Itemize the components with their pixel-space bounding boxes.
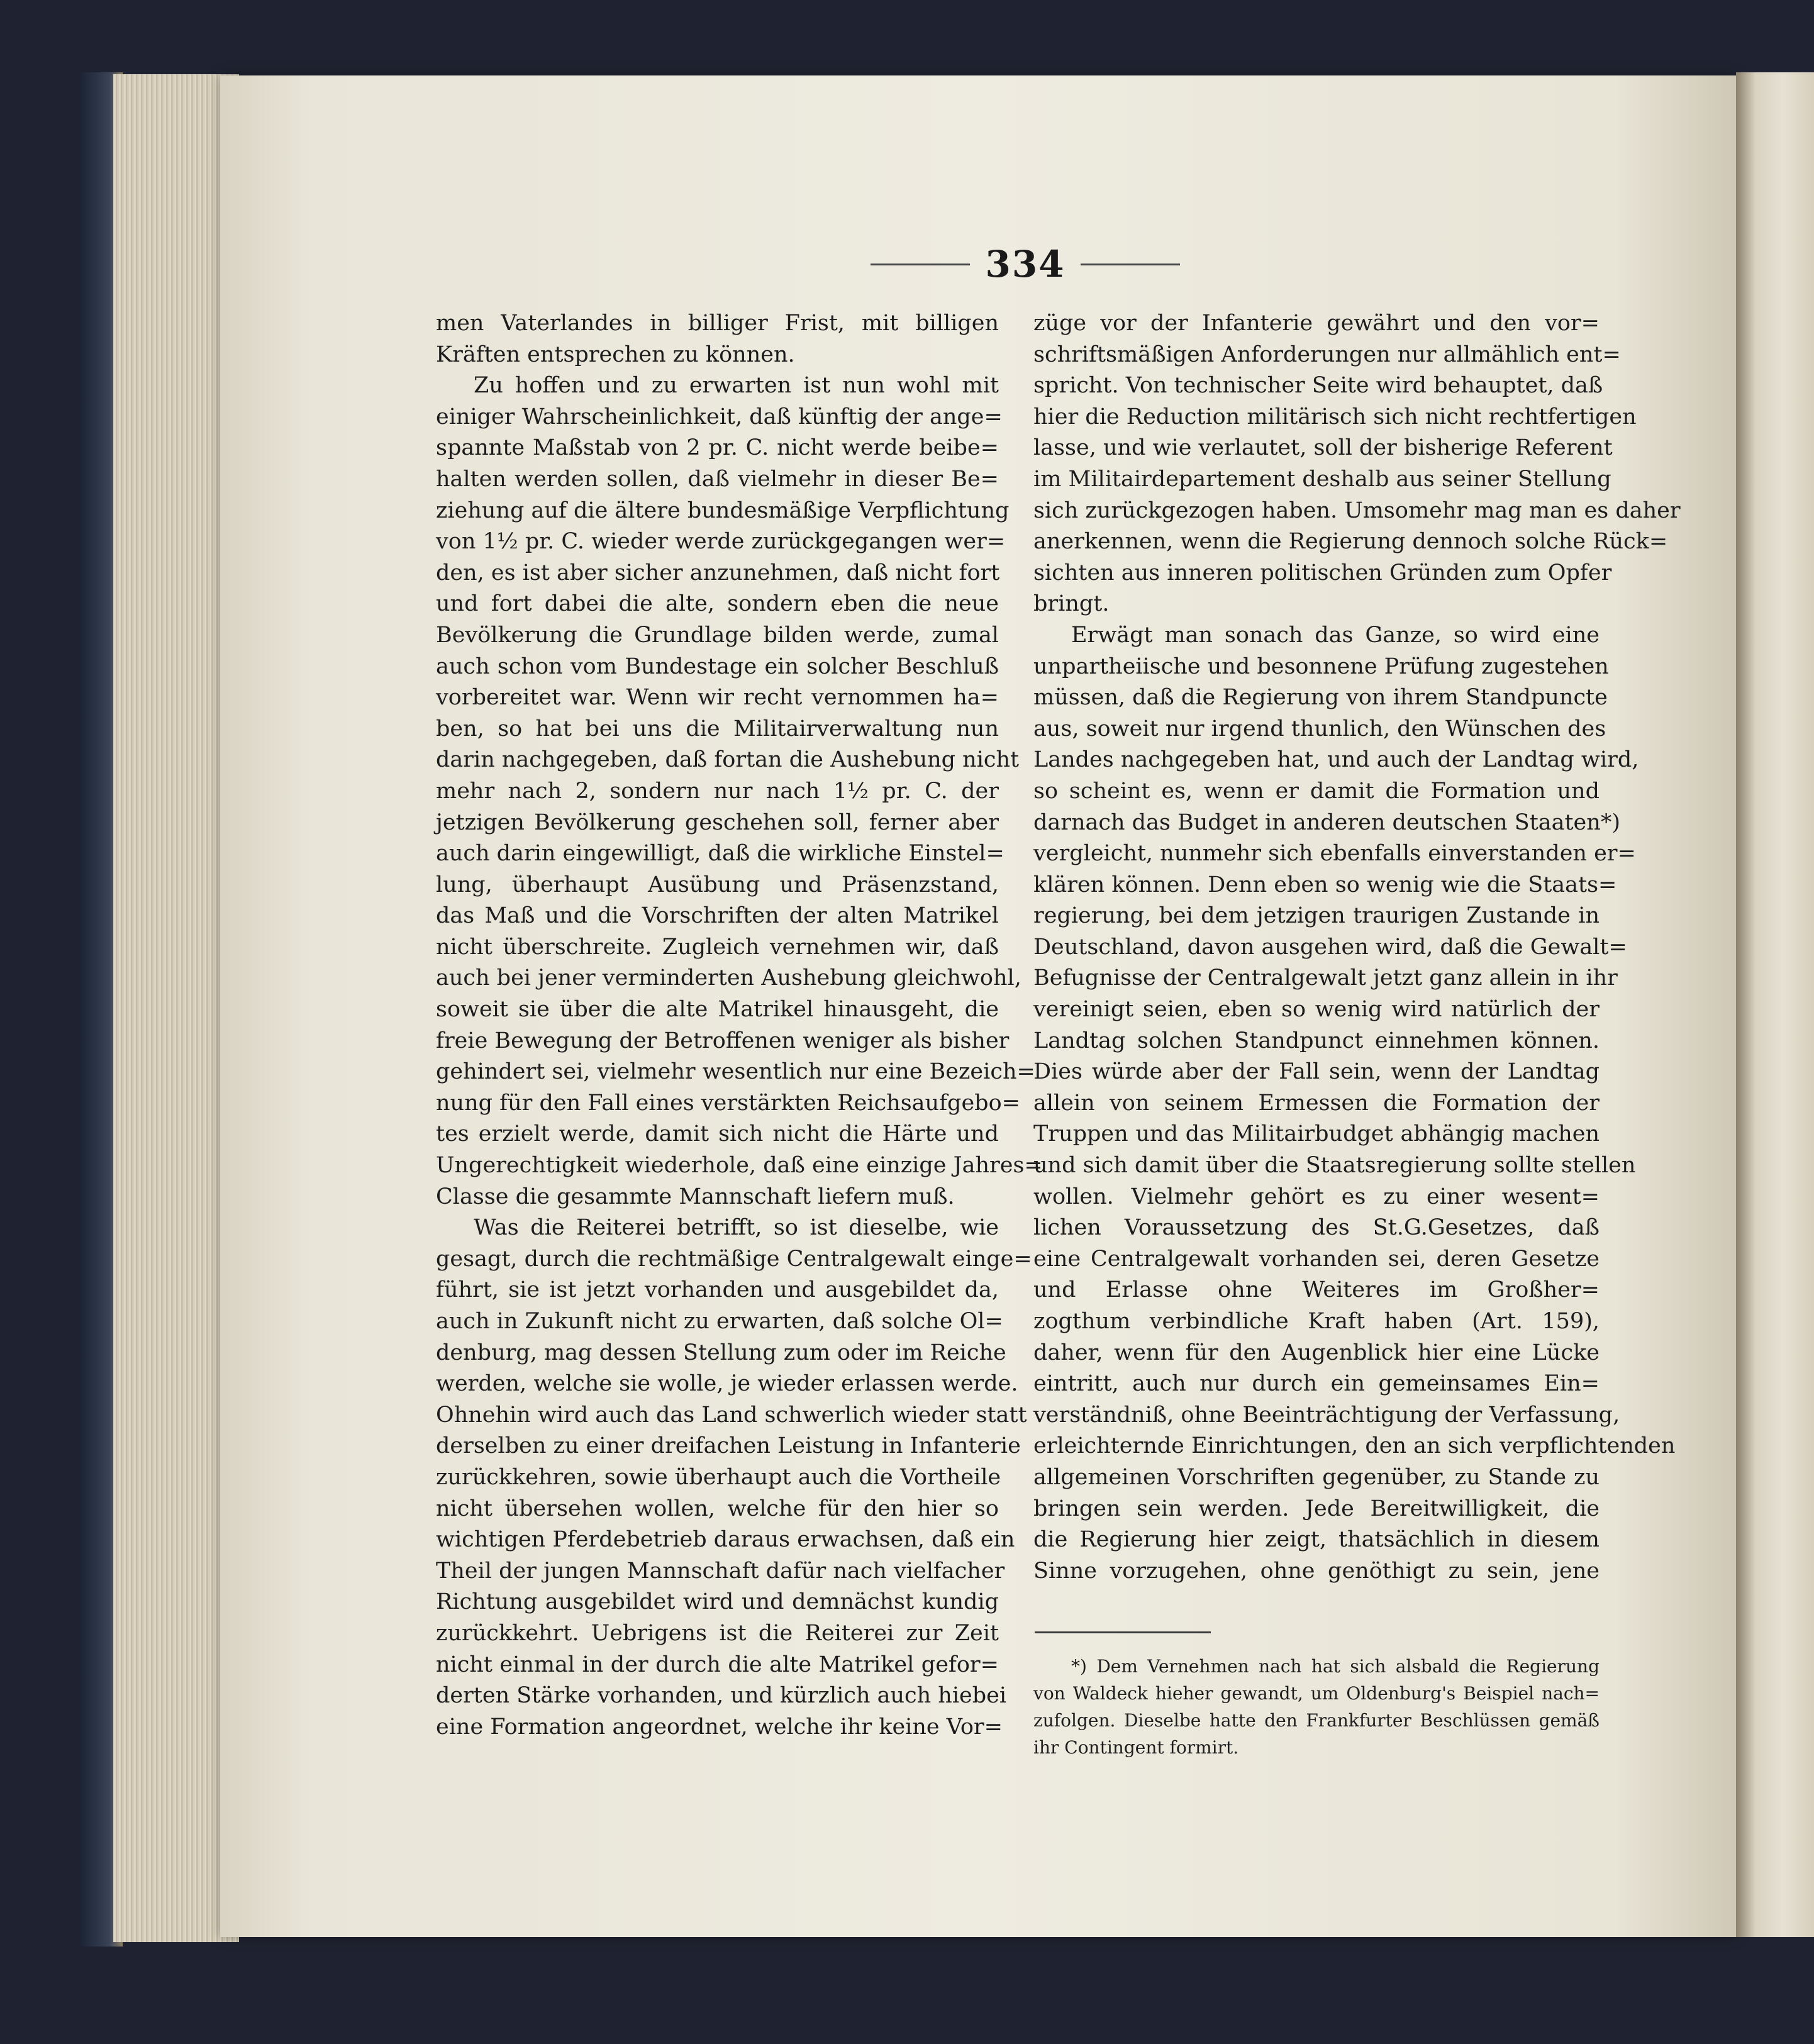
text-line: unpartheiische und besonnene Prüfung zugestehen: [1033, 653, 1609, 679]
page-header: [855, 239, 1195, 289]
right-text-column: [1033, 308, 1681, 1587]
text-line: spannte Maßstab von 2 pr. C. nicht werde beibe=: [436, 435, 999, 461]
text-line: lasse, und wie verlautet, soll der bisherige Referent: [1033, 435, 1613, 461]
text-line: denburg, mag dessen Stellung zum oder im Reiche: [436, 1340, 1006, 1365]
text-line: und Erlasse ohne Weiteres im Großher=: [1033, 1277, 1600, 1303]
text-line: bringt.: [1033, 591, 1110, 617]
text-line: zogthum verbindliche Kraft haben (Art. 159),: [1033, 1309, 1600, 1334]
text-line: Richtung ausgebildet wird und demnächst kundig: [436, 1589, 999, 1615]
left-text-column: [436, 308, 1043, 1743]
text-line: Landtag solchen Standpunct einnehmen können.: [1033, 1028, 1600, 1053]
text-line: Zu hoffen und zu erwarten ist nun wohl mit: [474, 373, 999, 399]
text-line: führt, sie ist jetzt vorhanden und ausgebildet da,: [436, 1277, 999, 1303]
text-line: auch schon vom Bundestage ein solcher Beschluß: [436, 653, 999, 679]
text-line: Kräften entsprechen zu können.: [436, 342, 795, 367]
text-line: von 1½ pr. C. wieder werde zurückgegangen wer=: [436, 529, 1006, 555]
text-line: darnach das Budget in anderen deutschen Staaten*): [1033, 809, 1620, 835]
text-line: und sich damit über die Staatsregierung sollte stellen: [1033, 1153, 1636, 1179]
footnote-line: *) Dem Vernehmen nach hat sich alsbald die Regierung: [1071, 1656, 1600, 1677]
text-line: ben, so hat bei uns die Militairverwaltung nun: [436, 716, 999, 742]
text-line: zurückkehren, sowie überhaupt auch die Vortheile: [436, 1464, 1001, 1490]
text-line: allein von seinem Ermessen die Formation der: [1033, 1090, 1600, 1116]
text-line: tes erzielt werde, damit sich nicht die Härte und: [436, 1121, 999, 1147]
text-line: sichten aus inneren politischen Gründen zum Opfer: [1033, 560, 1612, 586]
text-line: nicht einmal in der durch die alte Matrikel gefor=: [436, 1652, 999, 1677]
text-line: lung, überhaupt Ausübung und Präsenzstand,: [436, 872, 999, 897]
text-line: men Vaterlandes in billiger Frist, mit billigen: [436, 311, 999, 336]
text-line: und fort dabei die alte, sondern eben die neue: [436, 591, 999, 617]
footnote-line: von Waldeck hieher gewandt, um Oldenburg's Beispiel nach=: [1033, 1683, 1600, 1704]
text-line: Ohnehin wird auch das Land schwerlich wieder statt: [436, 1402, 1027, 1428]
text-line: Landes nachgegeben hat, und auch der Landtag wird,: [1033, 747, 1639, 773]
text-line: verständniß, ohne Beeinträchtigung der Verfassung,: [1033, 1402, 1620, 1428]
text-line: die Regierung hier zeigt, thatsächlich in diesem: [1033, 1527, 1600, 1553]
text-line: Dies würde aber der Fall sein, wenn der Landtag: [1033, 1059, 1600, 1085]
text-line: nung für den Fall eines verstärkten Reichsaufgebo=: [436, 1090, 1020, 1116]
text-line: zurückkehrt. Uebrigens ist die Reiterei zur Zeit: [436, 1620, 999, 1646]
footnote-rule: [1035, 1631, 1211, 1633]
text-line: müssen, daß die Regierung von ihrem Standpuncte: [1033, 685, 1608, 711]
text-line: Classe die gesammte Mannschaft liefern muß.: [436, 1184, 955, 1209]
footnote-line: ihr Contingent formirt.: [1033, 1737, 1239, 1758]
text-line: soweit sie über die alte Matrikel hinausgeht, die: [436, 997, 999, 1023]
text-line: eine Formation angeordnet, welche ihr keine Vor=: [436, 1714, 1003, 1740]
text-line: einiger Wahrscheinlichkeit, daß künftig der ange=: [436, 404, 1003, 430]
text-line: Ungerechtigkeit wiederhole, daß eine einzige Jahres=: [436, 1153, 1043, 1179]
text-line: allgemeinen Vorschriften gegenüber, zu Stande zu: [1033, 1464, 1600, 1490]
footnote: [1033, 1653, 1600, 1761]
page-number: 334: [985, 243, 1066, 286]
text-line: das Maß und die Vorschriften der alten Matrikel: [436, 903, 999, 929]
text-line: darin nachgegeben, daß fortan die Aushebung nicht: [436, 747, 1020, 773]
text-line: freie Bewegung der Betroffenen weniger als bisher: [436, 1028, 1010, 1053]
text-line: im Militairdepartement deshalb aus seiner Stellung: [1033, 466, 1611, 492]
footnote-line: zufolgen. Dieselbe hatte den Frankfurter Beschlüssen gemäß: [1033, 1710, 1600, 1731]
text-line: wichtigen Pferdebetrieb daraus erwachsen, daß ein: [436, 1527, 1015, 1553]
text-line: Deutschland, davon ausgehen wird, daß die Gewalt=: [1033, 934, 1627, 960]
text-line: mehr nach 2, sondern nur nach 1½ pr. C. der: [436, 778, 999, 804]
text-line: spricht. Von technischer Seite wird behauptet, daß: [1033, 373, 1603, 399]
text-line: den, es ist aber sicher anzunehmen, daß nicht fort: [436, 560, 1000, 586]
text-line: lichen Voraussetzung des St.G.Gesetzes, daß: [1033, 1215, 1600, 1241]
text-line: vorbereitet war. Wenn wir recht vernommen ha=: [436, 685, 999, 711]
text-line: nicht übersehen wollen, welche für den hier so: [436, 1496, 999, 1521]
text-line: erleichternde Einrichtungen, den an sich verpflichtenden: [1033, 1433, 1676, 1459]
text-line: bringen sein werden. Jede Bereitwilligkeit, die: [1033, 1496, 1600, 1521]
text-line: Was die Reiterei betrifft, so ist dieselbe, wie: [474, 1215, 999, 1241]
text-line: werden, welche sie wolle, je wieder erlassen werde.: [436, 1371, 1018, 1397]
text-line: vereinigt seien, eben so wenig wird natürlich der: [1033, 997, 1600, 1023]
text-line: hier die Reduction militärisch sich nicht rechtfertigen: [1033, 404, 1637, 430]
text-line: gesagt, durch die rechtmäßige Centralgewalt einge=: [436, 1246, 1032, 1272]
text-line: Sinne vorzugehen, ohne genöthigt zu sein, jene: [1033, 1558, 1600, 1584]
header-rule-left: [871, 264, 970, 265]
next-page-edge: [1736, 72, 1814, 1937]
text-line: derselben zu einer dreifachen Leistung in Infanterie: [436, 1433, 1021, 1459]
text-line: Erwägt man sonach das Ganze, so wird eine: [1071, 622, 1600, 648]
text-line: Befugnisse der Centralgewalt jetzt ganz allein in ihr: [1033, 965, 1618, 991]
text-line: regierung, bei dem jetzigen traurigen Zustande in: [1033, 903, 1600, 929]
text-line: vergleicht, nunmehr sich ebenfalls einverstanden er=: [1033, 841, 1636, 867]
text-line: ziehung auf die ältere bundesmäßige Verpflichtung: [436, 497, 1010, 523]
text-line: Bevölkerung die Grundlage bilden werde, zumal: [436, 622, 999, 648]
text-line: Theil der jungen Mannschaft dafür nach vielfacher: [436, 1558, 1005, 1584]
text-line: klären können. Denn eben so wenig wie die Staats=: [1033, 872, 1617, 897]
text-line: eine Centralgewalt vorhanden sei, deren Gesetze: [1033, 1246, 1600, 1272]
text-line: gehindert sei, vielmehr wesentlich nur eine Bezeich=: [436, 1059, 1035, 1085]
text-line: auch darin eingewilligt, daß die wirkliche Einstel=: [436, 841, 1004, 867]
text-line: daher, wenn für den Augenblick hier eine Lücke: [1033, 1340, 1600, 1365]
text-line: schriftsmäßigen Anforderungen nur allmählich ent=: [1033, 342, 1621, 367]
header-rule-right: [1081, 264, 1180, 265]
text-line: züge vor der Infanterie gewährt und den vor=: [1033, 311, 1600, 336]
text-line: nicht überschreite. Zugleich vernehmen wir, daß: [436, 934, 999, 960]
text-line: so scheint es, wenn er damit die Formation und: [1033, 778, 1600, 804]
text-line: wollen. Vielmehr gehört es zu einer wesent=: [1033, 1184, 1600, 1209]
text-line: Truppen und das Militairbudget abhängig machen: [1033, 1121, 1600, 1147]
text-line: auch in Zukunft nicht zu erwarten, daß solche Ol=: [436, 1309, 1003, 1334]
text-line: derten Stärke vorhanden, und kürzlich auch hiebei: [436, 1683, 1007, 1709]
text-line: halten werden sollen, daß vielmehr in dieser Be=: [436, 466, 999, 492]
text-line: aus, soweit nur irgend thunlich, den Wünschen des: [1033, 716, 1606, 742]
text-line: jetzigen Bevölkerung geschehen soll, ferner aber: [436, 809, 999, 835]
text-line: anerkennen, wenn die Regierung dennoch solche Rück=: [1033, 529, 1668, 555]
text-line: eintritt, auch nur durch ein gemeinsames Ein=: [1033, 1371, 1600, 1397]
text-line: auch bei jener verminderten Aushebung gleichwohl,: [436, 965, 1021, 991]
text-line: sich zurückgezogen haben. Umsomehr mag man es daher: [1033, 497, 1681, 523]
